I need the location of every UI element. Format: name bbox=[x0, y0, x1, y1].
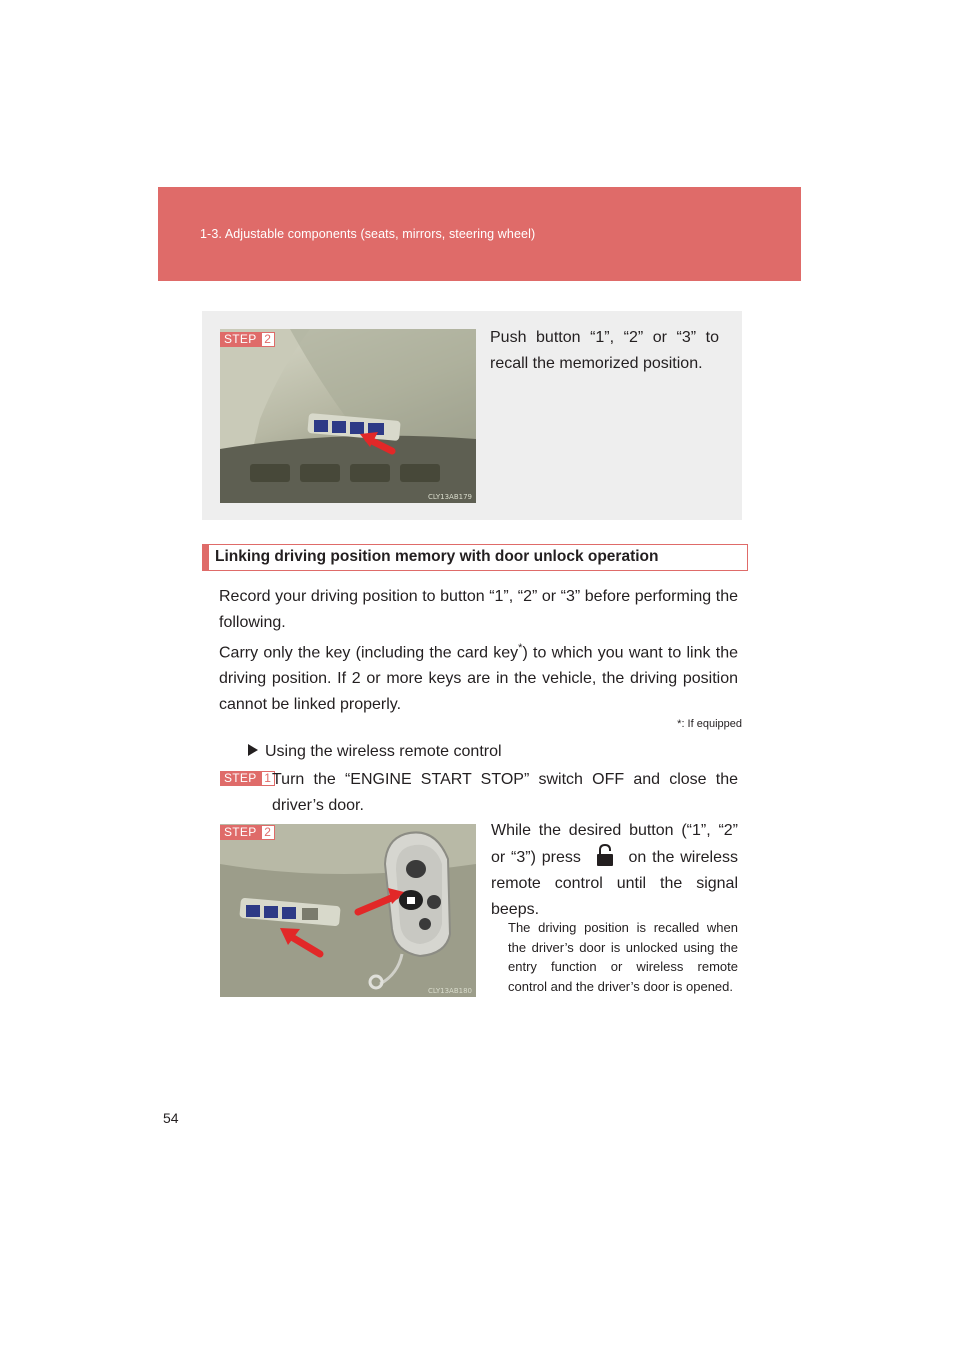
section-title: 1-3. Adjustable components (seats, mirrors, steering wheel) bbox=[200, 227, 536, 241]
image-code: CLY13AB179 bbox=[428, 493, 472, 501]
section-heading: Linking driving position memory with door unlock operation bbox=[202, 544, 748, 571]
door-panel-illustration bbox=[220, 329, 476, 503]
triangle-bullet-icon bbox=[248, 744, 258, 756]
footnote: *: If equipped bbox=[677, 718, 742, 730]
step-badge: STEP 2 bbox=[220, 825, 275, 840]
step1-instruction: Turn the “ENGINE START STOP” switch OFF and close the driver’s door. bbox=[272, 771, 738, 814]
page-number: 54 bbox=[163, 1110, 179, 1126]
lock-icon bbox=[591, 844, 619, 868]
paragraph-carry-key: Carry only the key (including the card key*) to which you want to link the driving position. If 2 or more keys are in the vehicle, the driving position cannot be linked properly. bbox=[219, 642, 739, 714]
door-memory-photo bbox=[220, 329, 476, 503]
chapter-header-band bbox=[158, 187, 801, 281]
step-panel bbox=[202, 311, 742, 520]
step-badge: STEP 1 bbox=[220, 771, 275, 786]
step2-note: The driving position is recalled when the driver’s door is unlocked using the entry function or wireless remote control and the driver’s door is opened. bbox=[508, 920, 738, 994]
bullet-wireless-remote: Using the wireless remote control bbox=[248, 741, 502, 763]
step2-instruction: While the desired button (“1”, “2” or “3”) press on the wireless remote control until the signal beeps. bbox=[491, 822, 738, 918]
remote-illustration bbox=[220, 824, 476, 997]
step-badge: STEP 2 bbox=[220, 332, 275, 347]
image-code: CLY13AB180 bbox=[428, 987, 472, 995]
remote-key-photo bbox=[220, 824, 476, 997]
step-instruction: Push button “1”, “2” or “3” to recall the memorized position. bbox=[490, 329, 719, 372]
paragraph-record: Record your driving position to button “1”, “2” or “3” before performing the following. bbox=[219, 588, 738, 631]
